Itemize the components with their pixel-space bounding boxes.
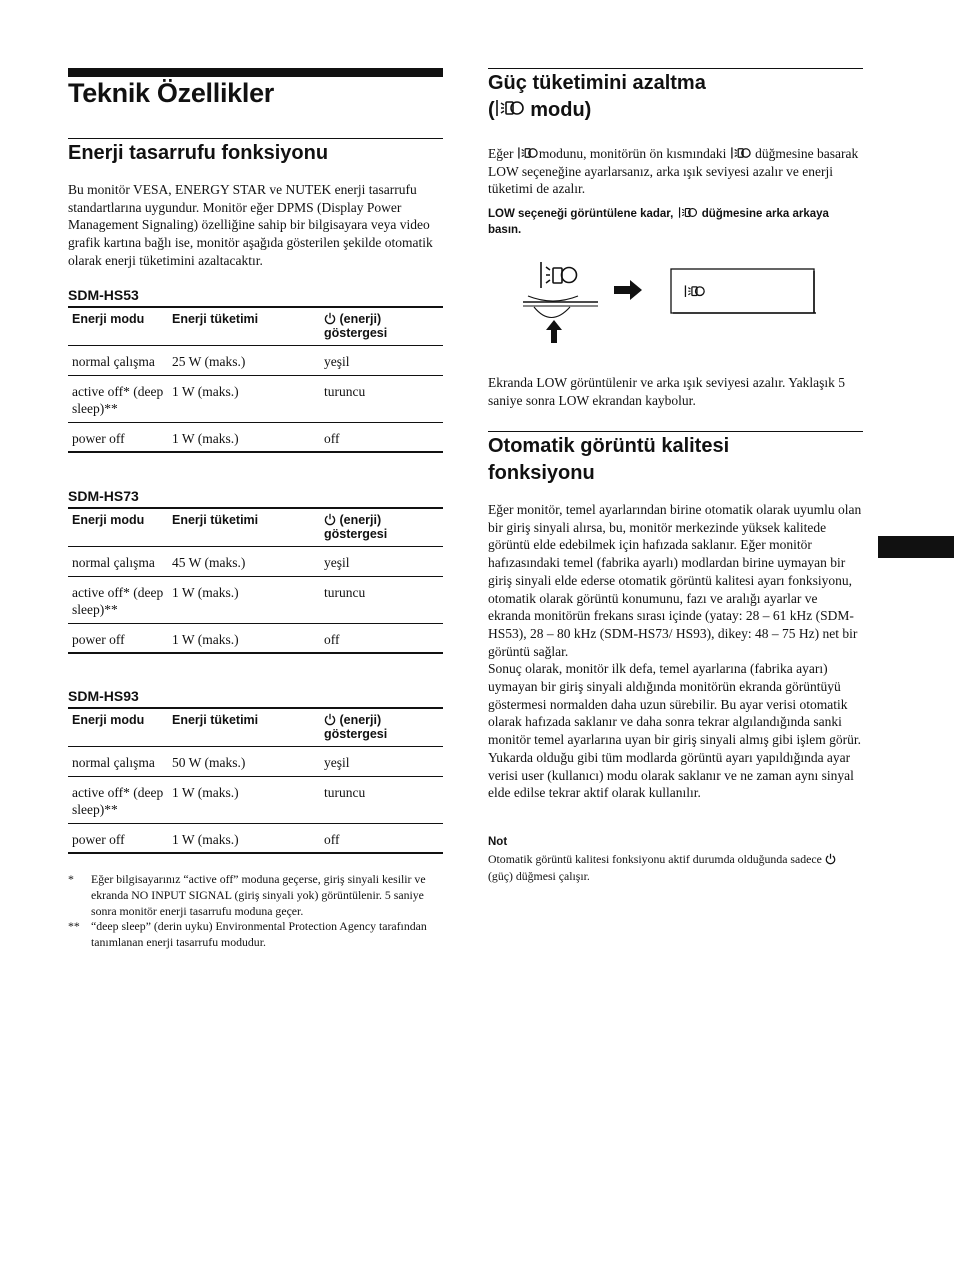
text-run: modunu, monitörün ön kısmındaki <box>538 146 730 161</box>
cell-mode: active off* (deep sleep)** <box>72 383 164 416</box>
col-header-mode: Enerji modu <box>72 713 145 727</box>
cell-consumption: 1 W (maks.) <box>172 831 239 847</box>
energy-table-hs73 <box>68 507 443 654</box>
col-header-indicator <box>320 307 443 346</box>
backlight-icon <box>730 146 752 160</box>
power-icon <box>324 312 336 325</box>
table-row <box>68 747 443 777</box>
paragraph: Sonuç olarak, monitör ilk defa, temel ayarlarına (fabrika ayarı) uymayan bir giriş sinyali aldığında monitörün ekranda görüntüyü göstermesi normalden daha uzun sürebilir. Bu ayar verisi otomatik olarak hafızada saklanır ve daha sonra tekrar algılandığında sanki monitör temel ayarlarına uyan bir giriş sinyali almış gibi işlem görür. <box>488 661 862 748</box>
col-header-mode: Enerji modu <box>72 312 145 326</box>
backlight-icon <box>541 262 577 288</box>
heading-line: fonksiyonu <box>488 462 595 484</box>
cell-consumption: 25 W (maks.) <box>172 354 246 369</box>
footnote-mark: * <box>68 872 74 886</box>
col-header-mode: Enerji modu <box>72 513 145 527</box>
cell-mode: normal çalışma <box>72 555 155 570</box>
backlight-icon <box>517 146 539 160</box>
press-arrow-icon <box>546 320 562 343</box>
cell-mode: active off* (deep sleep)** <box>72 784 164 817</box>
paragraph: Yukarda olduğu gibi tüm modlarda görüntü ayarı yapıldığında ayar verisi user (kullanıcı) modu olarak saklanır ve ne zaman aynı sinyal elde edilse tekrar aktif olarak kullanılır. <box>488 749 854 801</box>
power-saving-text <box>488 145 863 198</box>
cell-indicator: yeşil <box>324 354 350 369</box>
col-header-consumption: Enerji tüketimi <box>172 713 259 727</box>
cell-indicator: off <box>324 631 340 647</box>
text-run: düğmesine arka arkaya basın. <box>488 208 829 236</box>
table-row <box>68 576 443 623</box>
power-saving-result: Ekranda LOW görüntülenir ve arka ışık seviyesi azalır. Yaklaşık 5 saniye sonra LOW ekrandan kaybolur. <box>488 375 846 408</box>
power-icon <box>324 713 336 726</box>
model-label: SDM-HS53 <box>68 287 139 303</box>
text-run: LOW seçeneği görüntülene kadar, <box>488 208 677 220</box>
table-row <box>68 623 443 653</box>
footnote <box>68 871 443 919</box>
footnote <box>68 918 443 950</box>
power-icon <box>324 513 336 526</box>
cell-indicator: turuncu <box>324 584 366 600</box>
footnote-text: “deep sleep” (derin uyku) Environmental Protection Agency tarafından tanımlanan enerji tasarrufu modudur. <box>91 919 427 949</box>
energy-table-hs53 <box>68 306 443 453</box>
instruction <box>488 206 863 238</box>
cell-consumption: 1 W (maks.) <box>172 631 239 647</box>
paragraph: Eğer monitör, temel ayarlarından birine otomatik olarak uyumlu olan bir giriş sinyali alırsa, bu, monitör merkezinde yüksek kalitede görüntü elde edebilmek için hafızada saklanır. Eğer monitör hafızasındaki temel (fabrika ayarlı) modlardan birine uymayan bir giriş sinyali elde ederse otomatik görüntü kalitesi ayarı fonksiyonu, otomatik olarak görüntü konumunu, fazı ve aralığı ayarlar ve ekranda monitörün frekans sırası içinde (yatay: 28 – 61 kHz (SDM-HS53), 28 – 80 kHz (SDM-HS73/ HS93), dikey: 48 – 75 Hz) net bir görüntü sağlar. <box>488 502 862 659</box>
cell-consumption: 1 W (maks.) <box>172 430 239 446</box>
cell-indicator: turuncu <box>324 383 366 399</box>
section-rule <box>488 431 863 432</box>
page-title: Teknik Özellikler <box>68 78 274 108</box>
note-heading: Not <box>488 836 508 848</box>
cell-consumption: 50 W (maks.) <box>172 755 246 770</box>
cell-consumption: 1 W (maks.) <box>172 584 239 600</box>
heading-mode-label: modu) <box>524 99 592 121</box>
col-header-consumption: Enerji tüketimi <box>172 513 259 527</box>
col-header-indicator-label: (enerji) göstergesi <box>324 713 388 741</box>
cell-mode: power off <box>72 430 125 446</box>
backlight-icon <box>677 206 699 219</box>
cell-mode: active off* (deep sleep)** <box>72 584 164 617</box>
cell-indicator: yeşil <box>324 755 350 770</box>
note-text <box>488 851 863 885</box>
cell-mode: power off <box>72 631 125 647</box>
table-row <box>68 422 443 452</box>
cell-indicator: off <box>324 831 340 847</box>
side-thumb-tab <box>878 536 954 558</box>
energy-intro: Bu monitör VESA, ENERGY STAR ve NUTEK enerji tasarrufu standartlarına uygundur. Monitör eğer DPMS (Display Power Management Signaling) özelliğine sahip bir bilgisayara veya video grafik kartına bağlı ise, monitör aşağıda gösterilen şekilde otomatik olarak enerji tüketimini azaltacaktır. <box>68 182 433 268</box>
right-arrow-icon <box>614 280 642 300</box>
text-run: düğmesine basarak LOW seçeneğine ayarlarsanız, arka ışık seviyesi azalır ve enerji tüketimi de azalır. <box>488 146 859 197</box>
cell-indicator: yeşil <box>324 555 350 570</box>
energy-heading: Enerji tasarrufu fonksiyonu <box>68 142 329 164</box>
table-row <box>68 346 443 376</box>
model-label: SDM-HS73 <box>68 488 139 504</box>
heading-line: Güç tüketimini azaltma <box>488 72 706 94</box>
col-header-indicator <box>320 508 443 547</box>
cell-consumption: 45 W (maks.) <box>172 555 246 570</box>
energy-table-hs93 <box>68 707 443 854</box>
text-run: Eğer <box>488 146 517 161</box>
section-rule <box>68 138 443 139</box>
power-icon <box>825 853 836 865</box>
cell-mode: power off <box>72 831 125 847</box>
col-header-consumption: Enerji tüketimi <box>172 312 259 326</box>
text-run: Otomatik görüntü kalitesi fonksiyonu aktif durumda olduğunda sadece <box>488 852 825 866</box>
cell-mode: normal çalışma <box>72 354 155 369</box>
cell-consumption: 1 W (maks.) <box>172 784 239 800</box>
table-row <box>68 547 443 577</box>
section-rule <box>488 68 863 69</box>
footnote-text: Eğer bilgisayarınız “active off” moduna geçerse, giriş sinyali kesilir ve ekranda NO INPUT SIGNAL (giriş sinyali yok) görüntülenir. 5 saniye sonra monitör enerji tasarrufu moduna geçer. <box>91 872 426 918</box>
heading-line: Otomatik görüntü kalitesi <box>488 435 730 457</box>
heading-paren: ( <box>488 99 495 121</box>
cell-mode: normal çalışma <box>72 755 155 770</box>
backlight-icon <box>495 98 525 118</box>
col-header-indicator-label: (enerji) göstergesi <box>324 513 388 541</box>
monitor-front-button <box>523 296 598 318</box>
table-row <box>68 375 443 422</box>
model-label: SDM-HS93 <box>68 688 139 704</box>
title-bar <box>68 68 443 77</box>
table-row <box>68 776 443 823</box>
col-header-indicator-label: (enerji) göstergesi <box>324 312 388 340</box>
auto-quality-text <box>488 501 863 802</box>
table-row <box>68 823 443 853</box>
osd-screen <box>671 269 816 313</box>
cell-indicator: turuncu <box>324 784 366 800</box>
auto-quality-heading <box>488 433 729 487</box>
cell-indicator: off <box>324 430 340 446</box>
power-saving-heading <box>488 70 706 124</box>
backlight-button-illustration <box>518 260 823 346</box>
text-run: (güç) düğmesi çalışır. <box>488 869 590 883</box>
footnote-mark: ** <box>68 919 80 933</box>
col-header-indicator <box>320 708 443 747</box>
cell-consumption: 1 W (maks.) <box>172 383 239 399</box>
